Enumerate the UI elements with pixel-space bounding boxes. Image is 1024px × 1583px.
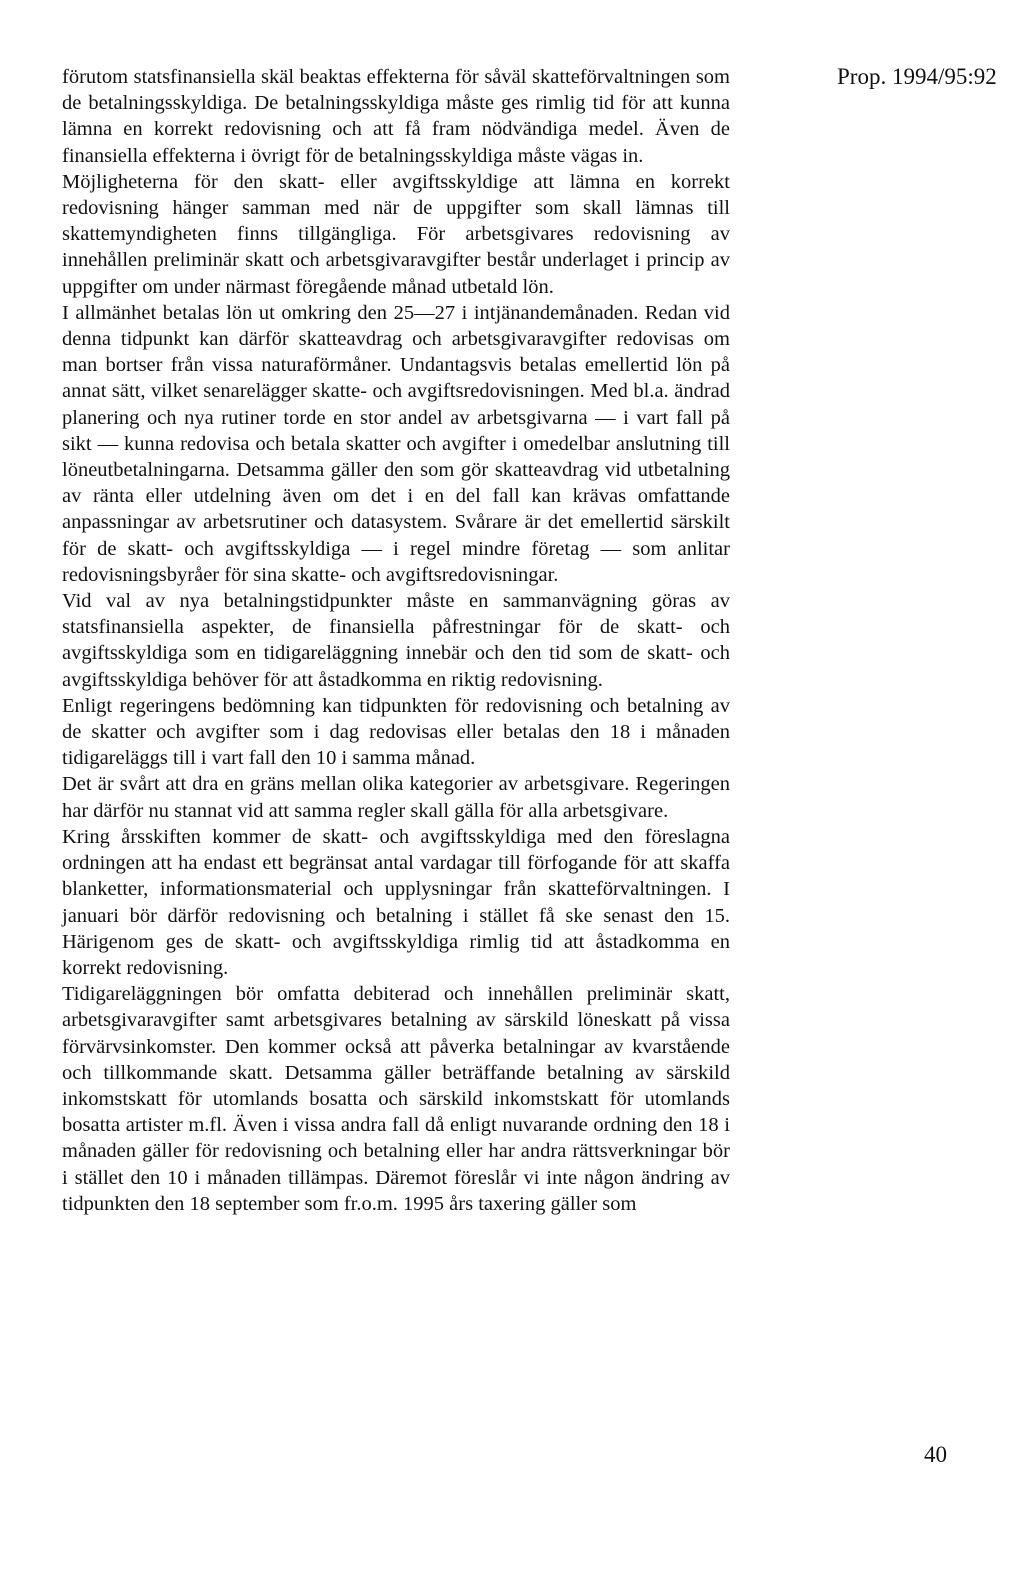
page-number: 40 (924, 1442, 947, 1467)
paragraph-2: Möjligheterna för den skatt- eller avgiftsskyldige att lämna en korrekt redovisning hänger samman med när de uppgifter som skall lämnas till skattemyndigheten finns tillgängliga. För arbetsgivares redovisning av innehållen preliminär skatt och arbetsgivaravgifter består underlaget i princip av uppgifter om under närmast föregående månad utbetald lön. (62, 170, 730, 298)
paragraph-5: Enligt regeringens bedömning kan tidpunkten för redovisning och betalning av de skatter och avgifter som i dag redovisas eller betalas den 18 i månaden tidigareläggs till i vart fall den 10 i samma månad. (62, 694, 730, 770)
paragraph-4: Vid val av nya betalningstidpunkter måste en sammanvägning göras av statsfinansiella aspekter, de finansiella påfrestningar för de skatt- och avgiftsskyldiga som en tidigareläggning innebär och den tid som de skatt- och avgiftsskyldiga behöver för att åstadkomma en riktig redovisning. (62, 590, 730, 691)
proposition-number: Prop. 1994/95:92 (837, 64, 997, 89)
body-text (62, 64, 730, 1217)
paragraph-6: Det är svårt att dra en gräns mellan olika kategorier av arbetsgivare. Regeringen har därför nu stannat vid att samma regler skall gälla för alla arbetsgivare. (62, 773, 730, 822)
paragraph-8: Tidigareläggningen bör omfatta debiterad och innehållen preliminär skatt, arbetsgivaravgifter samt arbetsgivares betalning av särskild löneskatt på vissa förvärvsinkomster. Den kommer också att påverka betalningar av kvarstående och tillkommande skatt. Detsamma gäller beträffande betalning av särskild inkomstskatt för utomlands bosatta och särskild inkomstskatt för utomlands bosatta artister m.fl. Även i vissa andra fall då enligt nuvarande ordning den 18 i månaden gäller för redovisning och betalning eller har andra rättsverkningar bör i stället den 10 i månaden tillämpas. Däremot föreslår vi inte någon ändring av tidpunkten den 18 september som fr.o.m. 1995 års taxering gäller som (62, 983, 730, 1215)
paragraph-3: I allmänhet betalas lön ut omkring den 25—27 i intjänandemånaden. Redan vid denna tidpunkt kan därför skatteavdrag och arbetsgivaravgifter redovisas om man bortser från vissa naturaförmåner. Undantagsvis betalas emellertid lön på annat sätt, vilket senarelägger skatte- och avgiftsredovisningen. Med bl.a. ändrad planering och nya rutiner torde en stor andel av arbetsgivarna — i vart fall på sikt — kunna redovisa och betala skatter och avgifter i omedelbar anslutning till löneutbetalningarna. Detsamma gäller den som gör skatteavdrag vid utbetalning av ränta eller utdelning även om det i en del fall kan krävas omfattande anpassningar av arbetsrutiner och datasystem. Svårare är det emellertid särskilt för de skatt- och avgiftsskyldiga — i regel mindre företag — som anlitar redovisningsbyråer för sina skatte- och avgiftsredovisningar. (62, 301, 730, 586)
paragraph-1: förutom statsfinansiella skäl beaktas effekterna för såväl skatteförvaltningen som de betalningsskyldiga. De betalningsskyldiga måste ges rimlig tid för att kunna lämna en korrekt redovisning och att få fram nödvändiga medel. Även de finansiella effekterna i övrigt för de betalningsskyldiga måste vägas in. (62, 66, 730, 167)
paragraph-7: Kring årsskiften kommer de skatt- och avgiftsskyldiga med den föreslagna ordningen att ha endast ett begränsat antal vardagar till förfogande för att skaffa blanketter, informationsmaterial och upplysningar från skatteförvaltningen. I januari bör därför redovisning och betalning i stället få ske senast den 15. Härigenom ges de skatt- och avgiftsskyldiga rimlig tid att åstadkomma en korrekt redovisning. (62, 825, 730, 979)
